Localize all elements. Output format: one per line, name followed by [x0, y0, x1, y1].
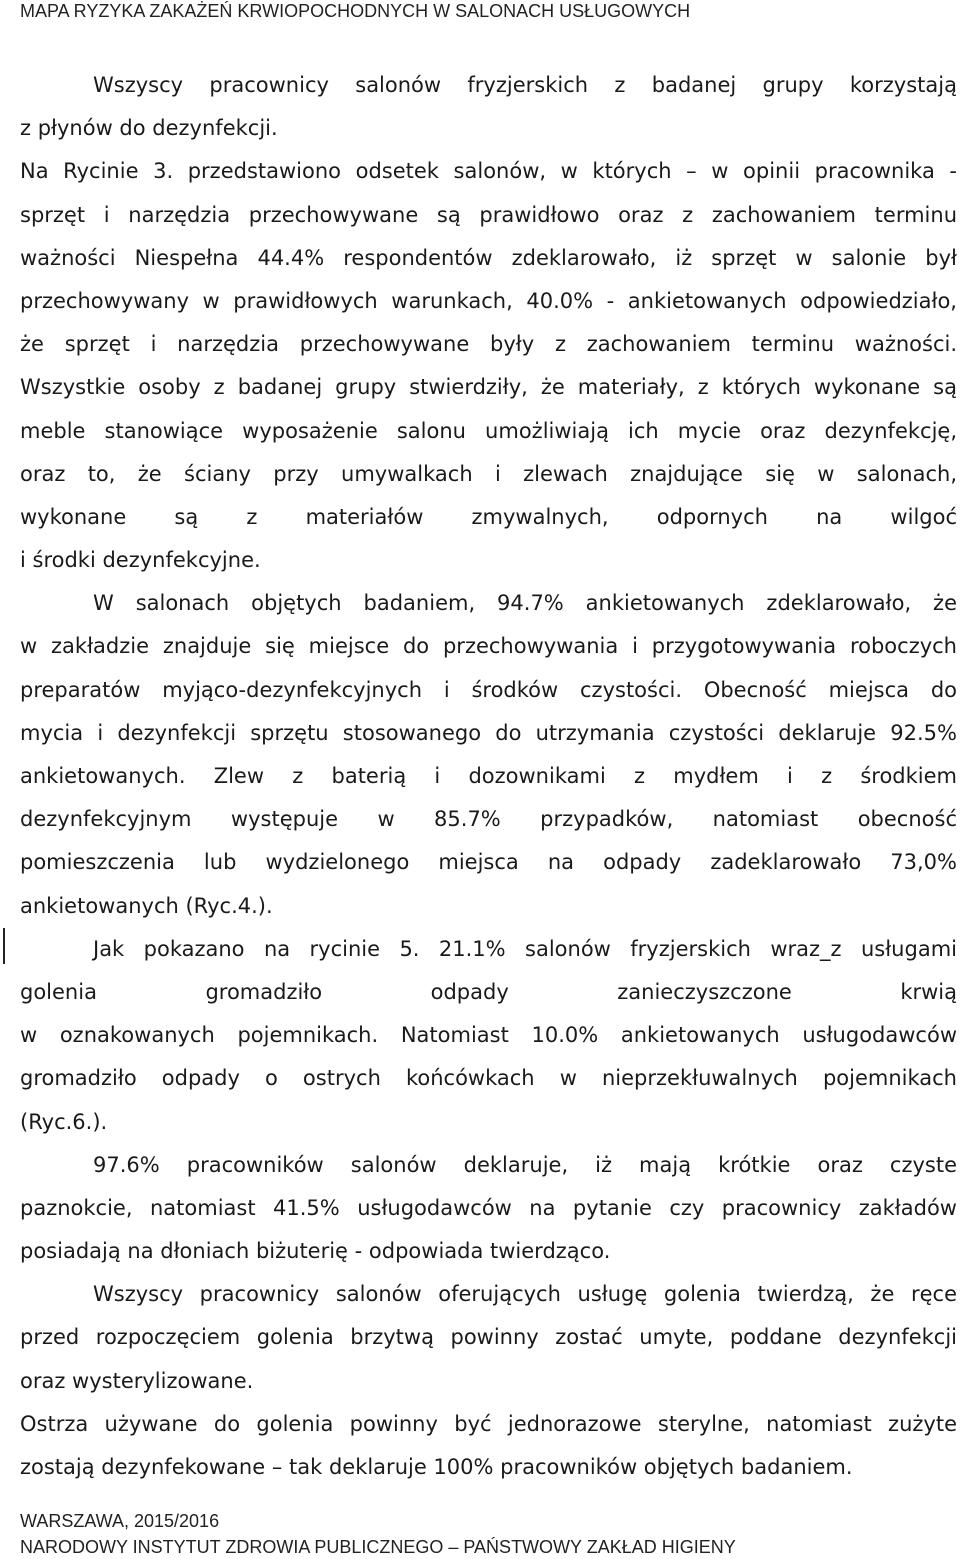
text-line: pomieszczenia lub wydzielonego miejsca na odpady zadeklarowało 73,0%	[20, 850, 957, 875]
text-line: przed rozpoczęciem golenia brzytwą powinny zostać umyte, poddane dezynfekcji	[20, 1325, 957, 1350]
text-line: 97.6% pracowników salonów deklaruje, iż mają krótkie oraz czyste	[93, 1152, 957, 1177]
text-line: Jak pokazano na rycinie 5. 21.1% salonów fryzjerskich wraz_z usługami	[93, 936, 957, 961]
text-line: w zakładzie znajduje się miejsce do przechowywania i przygotowywania roboczych	[20, 634, 957, 659]
text-line: preparatów myjąco-dezynfekcyjnych i środków czystości. Obecność miejsca do	[20, 677, 957, 702]
text-line: Wszystkie osoby z badanej grupy stwierdziły, że materiały, z których wykonane są	[20, 375, 957, 400]
text-line: oraz wysterylizowane.	[20, 1368, 254, 1393]
text-line: oraz to, że ściany przy umywalkach i zlewach znajdujące się w salonach,	[20, 461, 957, 486]
text-line: ankietowanych (Ryc.4.).	[20, 893, 273, 918]
text-line: Wszyscy pracownicy salonów oferujących usługę golenia twierdzą, że ręce	[93, 1282, 957, 1307]
text-line: mycia i dezynfekcji sprzętu stosowanego do utrzymania czystości deklaruje 92.5%	[20, 720, 957, 745]
text-line: i środki dezynfekcyjne.	[20, 548, 261, 573]
text-line: Na Rycinie 3. przedstawiono odsetek salonów, w których – w opinii pracownika -	[20, 159, 957, 184]
text-line: wykonane są z materiałów zmywalnych, odpornych na wilgoć	[20, 504, 957, 529]
text-line: Wszyscy pracownicy salonów fryzjerskich z badanej grupy korzystają	[93, 73, 957, 97]
text-line: przechowywany w prawidłowych warunkach, 40.0% - ankietowanych odpowiedziało,	[20, 288, 957, 313]
footer-place-date: WARSZAWA, 2015/2016	[20, 1511, 220, 1531]
text-line: ważności Niespełna 44.4% respondentów zdeklarowało, iż sprzęt w salonie był	[20, 245, 957, 270]
text-line: meble stanowiące wyposażenie salonu umożliwiają ich mycie oraz dezynfekcję,	[20, 418, 957, 443]
text-line: dezynfekcyjnym występuje w 85.7% przypadków, natomiast obecność	[20, 807, 957, 832]
text-line: gromadziło odpady o ostrych końcówkach w nieprzekłuwalnych pojemnikach	[20, 1066, 957, 1091]
text-line: Ostrza używane do golenia powinny być jednorazowe sterylne, natomiast zużyte	[20, 1411, 957, 1436]
text-line: sprzęt i narzędzia przechowywane są prawidłowo oraz z zachowaniem terminu	[20, 202, 957, 227]
text-line: ankietowanych. Zlew z baterią i dozownikami z mydłem i z środkiem	[20, 764, 957, 788]
text-line: golenia gromadziło odpady zanieczyszczone krwią	[20, 979, 957, 1004]
document-body	[20, 64, 957, 1489]
text-line: w oznakowanych pojemnikach. Natomiast 10.0% ankietowanych usługodawców	[20, 1023, 957, 1048]
text-line: zostają dezynfekowane – tak deklaruje 100% pracowników objętych badaniem.	[20, 1455, 853, 1479]
footer-institution: NARODOWY INSTYTUT ZDROWIA PUBLICZNEGO – PAŃSTWOWY ZAKŁAD HIGIENY	[20, 1537, 736, 1557]
margin-change-bar	[3, 928, 5, 964]
text-line: (Ryc.6.).	[20, 1109, 108, 1134]
text-line: W salonach objętych badaniem, 94.7% ankietowanych zdeklarowało, że	[93, 591, 957, 616]
text-line: paznokcie, natomiast 41.5% usługodawców na pytanie czy pracownicy zakładów	[20, 1195, 957, 1220]
text-line: posiadają na dłoniach biżuterię - odpowiada twierdząco.	[20, 1239, 611, 1264]
page-header: MAPA RYZYKA ZAKAŻEŃ KRWIOPOCHODNYCH W SALONACH USŁUGOWYCH	[20, 1, 691, 21]
text-line: że sprzęt i narzędzia przechowywane były z zachowaniem terminu ważności.	[20, 332, 957, 357]
text-line: z płynów do dezynfekcji.	[20, 116, 278, 141]
